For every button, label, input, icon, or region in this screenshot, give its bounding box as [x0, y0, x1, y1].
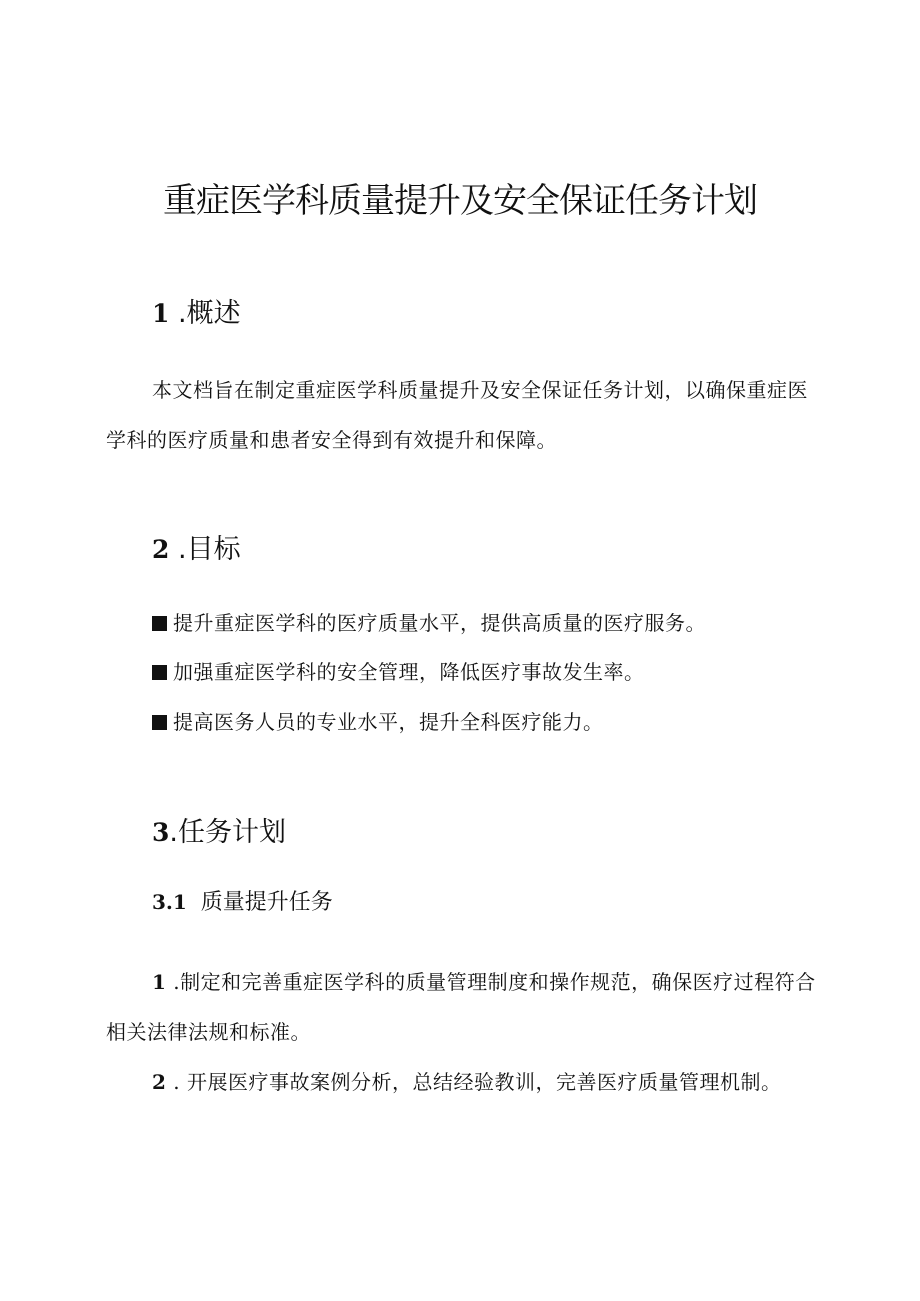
- black-square-icon: [152, 665, 167, 680]
- section-number: 3: [152, 818, 170, 847]
- black-square-icon: [152, 616, 167, 631]
- goal-text: 加强重症医学科的安全管理，降低医疗事故发生率。: [173, 660, 645, 684]
- task-number: 2: [152, 1070, 167, 1094]
- section-number: 1: [152, 299, 170, 328]
- section-heading-overview: [152, 296, 241, 332]
- section-number: 2: [152, 535, 170, 564]
- goal-bullet-item: [152, 657, 645, 687]
- document-title: 重症医学科质量提升及安全保证任务计划: [163, 181, 757, 221]
- task-item: [106, 957, 822, 1057]
- task-text: . 开展医疗事故案例分析，总结经验教训，完善医疗质量管理机制。: [173, 1070, 782, 1094]
- subsection-title: 质量提升任务: [200, 890, 333, 915]
- section-heading-task-plan: [152, 815, 286, 851]
- subsection-number: 3.1: [152, 890, 187, 914]
- goal-text: 提升重症医学科的医疗质量水平，提供高质量的医疗服务。: [173, 611, 706, 635]
- section-title: .概述: [178, 298, 241, 329]
- overview-paragraph: 本文档旨在制定重症医学科质量提升及安全保证任务计划，以确保重症医学科的医疗质量和患者安全得到有效提升和保障。: [106, 378, 808, 452]
- subsection-heading-quality-tasks: [152, 887, 333, 918]
- goal-text: 提高医务人员的专业水平，提升全科医疗能力。: [173, 710, 604, 734]
- section-title: .任务计划: [169, 817, 286, 848]
- goal-bullet-item: [152, 707, 604, 737]
- section-title: .目标: [178, 534, 241, 565]
- black-square-icon: [152, 715, 167, 730]
- task-item: [106, 1057, 846, 1107]
- goal-bullet-item: [152, 608, 706, 638]
- task-text: .制定和完善重症医学科的质量管理制度和操作规范，确保医疗过程符合相关法律法规和标准。: [106, 970, 816, 1044]
- section-heading-goals: [152, 532, 241, 568]
- task-number: 1: [152, 970, 167, 994]
